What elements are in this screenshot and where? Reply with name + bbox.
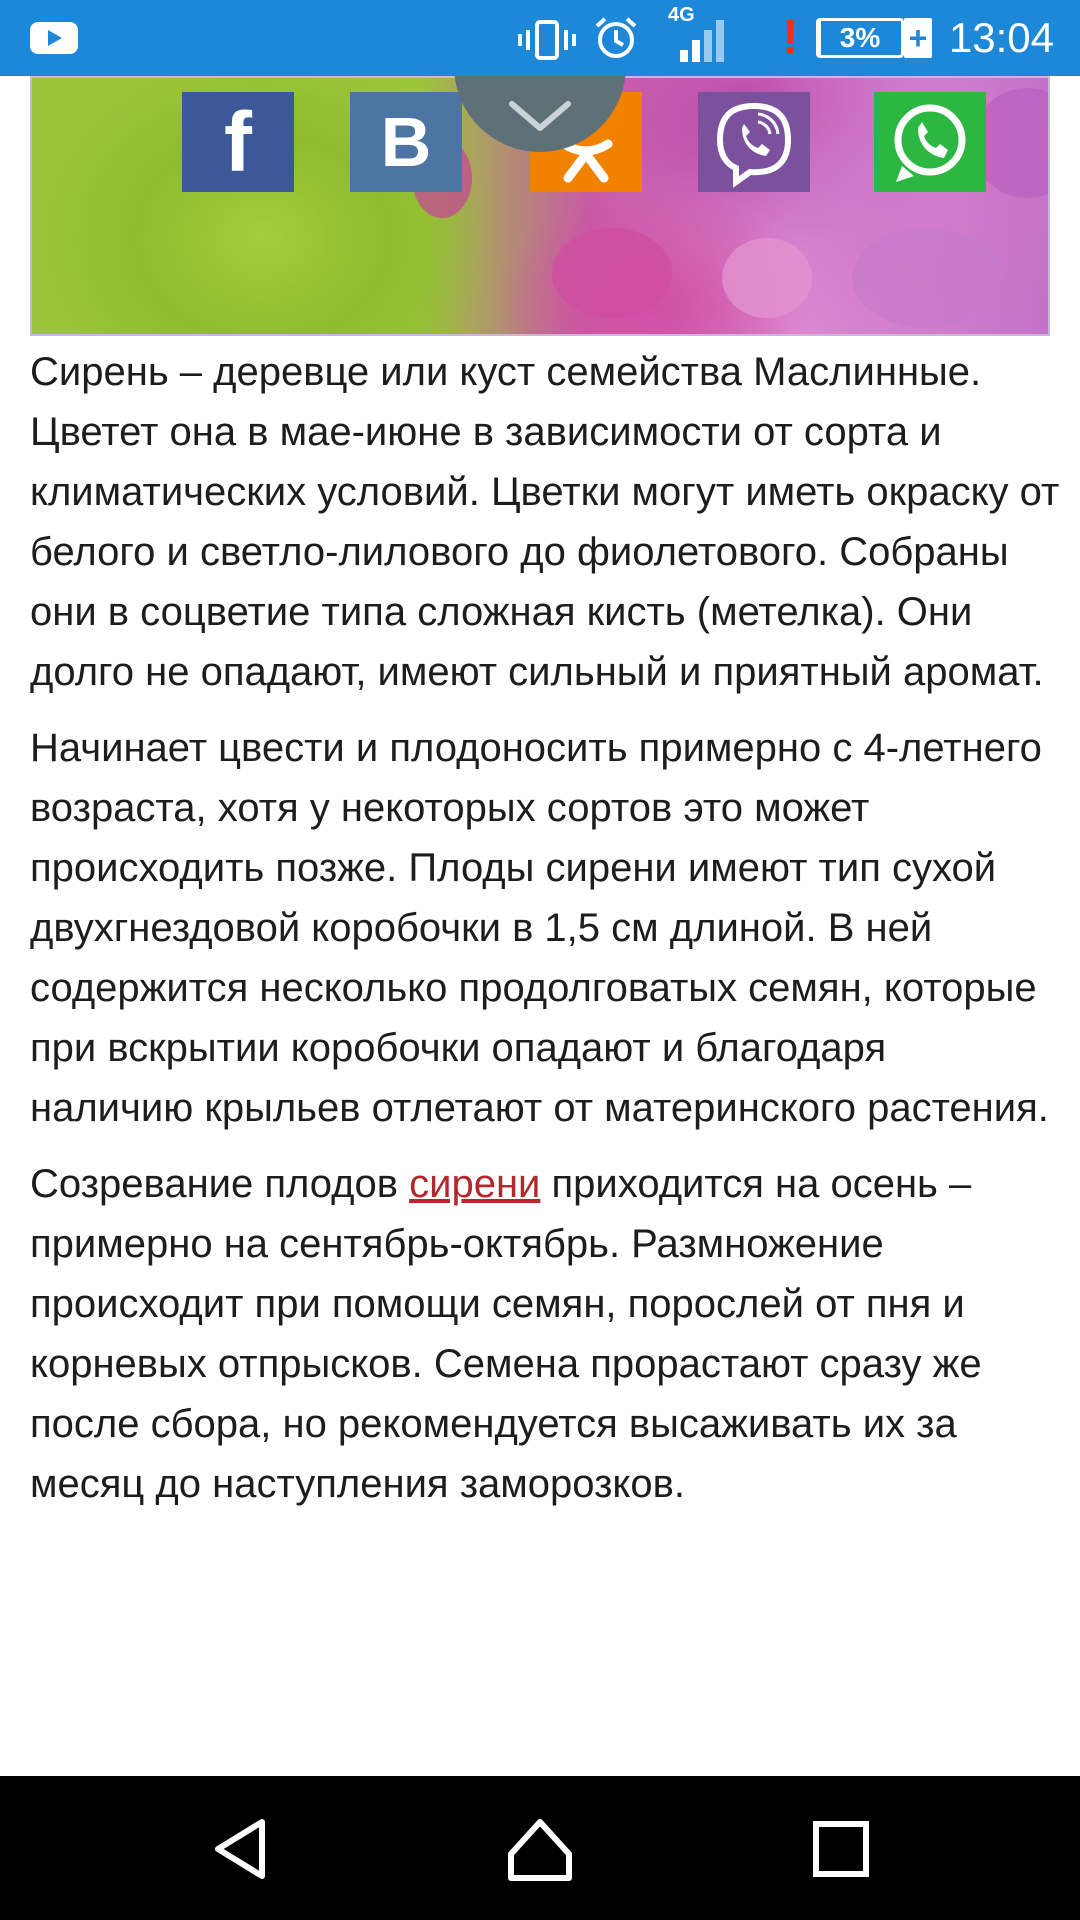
home-icon[interactable] bbox=[505, 1814, 575, 1884]
facebook-icon: f bbox=[224, 95, 252, 189]
status-bar bbox=[0, 0, 1080, 76]
whatsapp-share-button[interactable] bbox=[874, 92, 986, 192]
viber-share-button[interactable] bbox=[698, 92, 810, 192]
recents-icon[interactable] bbox=[806, 1814, 876, 1884]
alarm-icon bbox=[594, 16, 638, 60]
whatsapp-icon bbox=[874, 92, 986, 192]
status-time: 13:04 bbox=[948, 14, 1054, 61]
article-paragraph: Сирень – деревце или куст семейства Маслинные. Цветет она в мае-июне в зависимости от сорта и климатических условий. Цветки могут иметь окраску от белого и светло-лилового до фиолетового. Собраны они в соцветие типа сложная кисть (метелка). Они долго не опадают, имеют сильный и приятный аромат. bbox=[30, 350, 1060, 694]
page-content[interactable] bbox=[0, 76, 1080, 1776]
navigation-bar bbox=[0, 1776, 1080, 1920]
battery-percent: 3% bbox=[839, 22, 881, 53]
charging-icon: + bbox=[904, 18, 932, 58]
battery-icon bbox=[812, 18, 928, 58]
vk-share-button[interactable] bbox=[350, 92, 462, 192]
network-type-label: 4G bbox=[668, 4, 695, 26]
signal-icon bbox=[668, 4, 732, 64]
lilac-link[interactable]: сирени bbox=[409, 1162, 541, 1206]
article-body bbox=[30, 342, 1060, 1530]
vibrate-icon bbox=[518, 20, 576, 60]
vk-icon: B bbox=[380, 103, 432, 181]
battery-body bbox=[816, 18, 904, 58]
chevron-down-icon bbox=[454, 76, 626, 152]
article-paragraph: Начинает цвести и плодоносить примерно с 4-летнего возраста, хотя у некоторых сортов это может происходить позже. Плоды сирени имеют тип сухой двухгнездовой коробочки в 1,5 см длиной. В ней содержится несколько продолговатых семян, которые при вскрытии коробочки опадают и благодаря наличию крыльев отлетают от материнского растения. bbox=[30, 726, 1049, 1130]
article-paragraph bbox=[30, 1154, 1060, 1514]
paragraph-text: Созревание плодов bbox=[30, 1162, 410, 1206]
viber-icon bbox=[698, 92, 810, 192]
alert-icon: ! bbox=[782, 9, 799, 65]
back-icon[interactable] bbox=[206, 1814, 276, 1884]
facebook-share-button[interactable] bbox=[182, 92, 294, 192]
youtube-icon bbox=[30, 22, 78, 54]
collapse-toolbar-button[interactable] bbox=[454, 76, 626, 152]
paragraph-text: приходится на осень – примерно на сентябрь-октябрь. Размножение происходит при помощи семян, порослей от пня и корневых отпрысков. Семена прорастают сразу же после сбора, но рекомендуется высаживать их за месяц до наступления заморозков. bbox=[30, 1162, 982, 1506]
